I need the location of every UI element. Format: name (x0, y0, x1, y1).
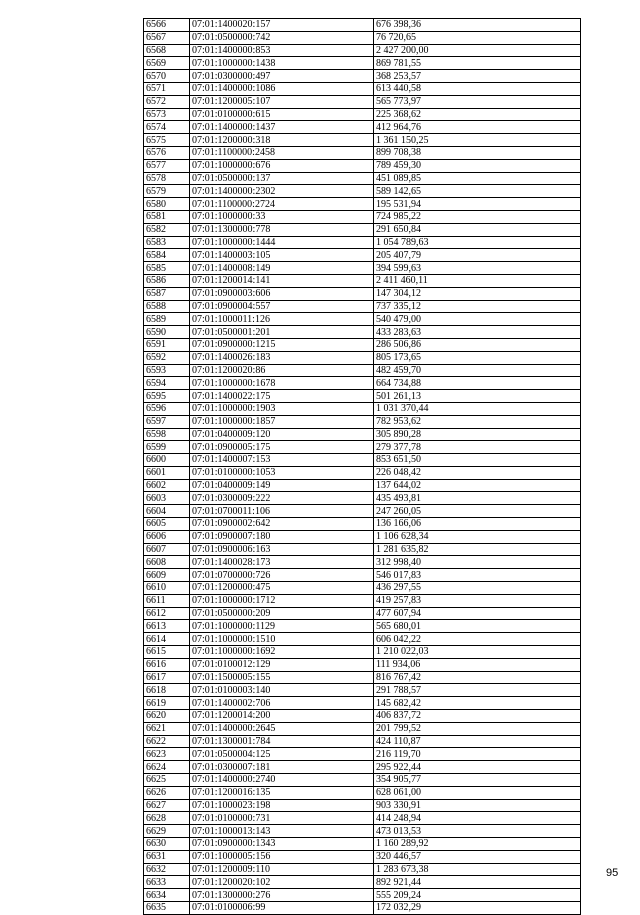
cadastral-value-cell: 477 607,94 (374, 607, 581, 620)
table-row (144, 838, 581, 851)
row-number-cell: 6615 (144, 646, 190, 659)
cadastral-number-cell: 07:01:1000000:676 (190, 159, 374, 172)
row-number-cell: 6589 (144, 313, 190, 326)
cadastral-number-cell: 07:01:0900005:175 (190, 441, 374, 454)
cadastral-number-cell: 07:01:0900007:180 (190, 530, 374, 543)
cadastral-number-cell: 07:01:1200020:86 (190, 364, 374, 377)
row-number-cell: 6600 (144, 454, 190, 467)
row-number-cell: 6575 (144, 134, 190, 147)
row-number-cell: 6634 (144, 889, 190, 902)
cadastral-number-cell: 07:01:1100000:2724 (190, 198, 374, 211)
cadastral-number-cell: 07:01:0400009:120 (190, 428, 374, 441)
row-number-cell: 6632 (144, 863, 190, 876)
table-row (144, 825, 581, 838)
row-number-cell: 6577 (144, 159, 190, 172)
table-row (144, 556, 581, 569)
cadastral-number-cell: 07:01:1200020:102 (190, 876, 374, 889)
cadastral-value-cell: 136 166,06 (374, 518, 581, 531)
cadastral-number-cell: 07:01:1000013:143 (190, 825, 374, 838)
table-row (144, 134, 581, 147)
row-number-cell: 6579 (144, 185, 190, 198)
cadastral-value-cell: 354 905,77 (374, 774, 581, 787)
cadastral-number-cell: 07:01:1200005:107 (190, 95, 374, 108)
cadastral-number-cell: 07:01:0100006:99 (190, 901, 374, 914)
cadastral-number-cell: 07:01:1000000:1692 (190, 646, 374, 659)
table-row (144, 812, 581, 825)
cadastral-number-cell: 07:01:0500000:137 (190, 172, 374, 185)
cadastral-number-cell: 07:01:0900006:163 (190, 543, 374, 556)
cadastral-number-cell: 07:01:1400000:2302 (190, 185, 374, 198)
row-number-cell: 6580 (144, 198, 190, 211)
cadastral-number-cell: 07:01:1000000:1712 (190, 594, 374, 607)
table-row (144, 543, 581, 556)
cadastral-number-cell: 07:01:1000000:1444 (190, 236, 374, 249)
row-number-cell: 6573 (144, 108, 190, 121)
cadastral-number-cell: 07:01:1000011:126 (190, 313, 374, 326)
table-row (144, 901, 581, 914)
table-row (144, 338, 581, 351)
cadastral-number-cell: 07:01:1400028:173 (190, 556, 374, 569)
row-number-cell: 6612 (144, 607, 190, 620)
table-row (144, 402, 581, 415)
table-row (144, 607, 581, 620)
table-row (144, 889, 581, 902)
cadastral-number-cell: 07:01:1000000:1129 (190, 620, 374, 633)
cadastral-value-cell: 737 335,12 (374, 300, 581, 313)
cadastral-number-cell: 07:01:1100000:2458 (190, 146, 374, 159)
table-row (144, 850, 581, 863)
cadastral-value-cell: 853 651,50 (374, 454, 581, 467)
row-number-cell: 6611 (144, 594, 190, 607)
table-row (144, 198, 581, 211)
table-row (144, 684, 581, 697)
cadastral-number-cell: 07:01:0300000:497 (190, 70, 374, 83)
row-number-cell: 6599 (144, 441, 190, 454)
table-row (144, 620, 581, 633)
cadastral-value-cell: 805 173,65 (374, 351, 581, 364)
cadastral-value-cell: 892 921,44 (374, 876, 581, 889)
cadastral-number-cell: 07:01:1300001:784 (190, 735, 374, 748)
table-row (144, 172, 581, 185)
cadastral-value-cell: 724 985,22 (374, 210, 581, 223)
cadastral-number-cell: 07:01:1000000:1510 (190, 633, 374, 646)
cadastral-value-cell: 606 042,22 (374, 633, 581, 646)
row-number-cell: 6570 (144, 70, 190, 83)
cadastral-number-cell: 07:01:0900000:1215 (190, 338, 374, 351)
row-number-cell: 6610 (144, 582, 190, 595)
cadastral-value-cell: 816 767,42 (374, 671, 581, 684)
table-row (144, 633, 581, 646)
table-row (144, 108, 581, 121)
table-row (144, 223, 581, 236)
row-number-cell: 6608 (144, 556, 190, 569)
table-row (144, 159, 581, 172)
row-number-cell: 6581 (144, 210, 190, 223)
cadastral-value-cell: 501 261,13 (374, 390, 581, 403)
table-row (144, 31, 581, 44)
table-row (144, 146, 581, 159)
table-row (144, 492, 581, 505)
cadastral-value-cell: 628 061,00 (374, 786, 581, 799)
cadastral-number-cell: 07:01:0500000:209 (190, 607, 374, 620)
table-row (144, 313, 581, 326)
table-row (144, 70, 581, 83)
cadastral-value-cell: 111 934,06 (374, 658, 581, 671)
row-number-cell: 6598 (144, 428, 190, 441)
row-number-cell: 6630 (144, 838, 190, 851)
cadastral-value-cell: 368 253,57 (374, 70, 581, 83)
cadastral-value-cell: 291 788,57 (374, 684, 581, 697)
cadastral-value-cell: 1 283 673,38 (374, 863, 581, 876)
row-number-cell: 6587 (144, 287, 190, 300)
cadastral-value-cell: 435 493,81 (374, 492, 581, 505)
cadastral-number-cell: 07:01:1000000:33 (190, 210, 374, 223)
cadastral-value-cell: 195 531,94 (374, 198, 581, 211)
cadastral-value-cell: 555 209,24 (374, 889, 581, 902)
cadastral-value-cell: 205 407,79 (374, 249, 581, 262)
table-row (144, 799, 581, 812)
table-row (144, 19, 581, 32)
cadastral-value-cell: 1 031 370,44 (374, 402, 581, 415)
table-row (144, 863, 581, 876)
cadastral-value-cell: 305 890,28 (374, 428, 581, 441)
row-number-cell: 6592 (144, 351, 190, 364)
cadastral-value-cell: 1 210 022,03 (374, 646, 581, 659)
table-row (144, 569, 581, 582)
table-row (144, 274, 581, 287)
table-row (144, 466, 581, 479)
cadastral-value-cell: 406 837,72 (374, 710, 581, 723)
row-number-cell: 6596 (144, 402, 190, 415)
cadastral-value-cell: 1 361 150,25 (374, 134, 581, 147)
cadastral-value-cell: 412 964,76 (374, 121, 581, 134)
row-number-cell: 6622 (144, 735, 190, 748)
cadastral-number-cell: 07:01:0100000:731 (190, 812, 374, 825)
cadastral-number-cell: 07:01:1300000:276 (190, 889, 374, 902)
table-row (144, 95, 581, 108)
cadastral-value-cell: 1 160 289,92 (374, 838, 581, 851)
cadastral-value-cell: 473 013,53 (374, 825, 581, 838)
row-number-cell: 6590 (144, 326, 190, 339)
cadastral-number-cell: 07:01:0100012:129 (190, 658, 374, 671)
page-number: 95 (606, 867, 619, 879)
table-row (144, 262, 581, 275)
cadastral-value-cell: 286 506,86 (374, 338, 581, 351)
cadastral-value-cell: 145 682,42 (374, 697, 581, 710)
table-row (144, 722, 581, 735)
row-number-cell: 6633 (144, 876, 190, 889)
row-number-cell: 6578 (144, 172, 190, 185)
table-row (144, 786, 581, 799)
table-row (144, 454, 581, 467)
row-number-cell: 6627 (144, 799, 190, 812)
table-row (144, 415, 581, 428)
table-row (144, 876, 581, 889)
row-number-cell: 6628 (144, 812, 190, 825)
cadastral-value-cell: 1 054 789,63 (374, 236, 581, 249)
cadastral-value-cell: 295 922,44 (374, 761, 581, 774)
row-number-cell: 6582 (144, 223, 190, 236)
row-number-cell: 6586 (144, 274, 190, 287)
cadastral-value-cell: 903 330,91 (374, 799, 581, 812)
table-row (144, 390, 581, 403)
table-row (144, 210, 581, 223)
cadastral-value-cell: 676 398,36 (374, 19, 581, 32)
cadastral-number-cell: 07:01:1000000:1857 (190, 415, 374, 428)
table-body (144, 19, 581, 915)
table-row (144, 44, 581, 57)
row-number-cell: 6593 (144, 364, 190, 377)
cadastral-number-cell: 07:01:0500001:201 (190, 326, 374, 339)
cadastral-value-cell: 433 283,63 (374, 326, 581, 339)
cadastral-value-cell: 201 799,52 (374, 722, 581, 735)
cadastral-number-cell: 07:01:1400000:1437 (190, 121, 374, 134)
cadastral-number-cell: 07:01:1300000:778 (190, 223, 374, 236)
cadastral-value-cell: 291 650,84 (374, 223, 581, 236)
cadastral-number-cell: 07:01:0900000:1343 (190, 838, 374, 851)
row-number-cell: 6620 (144, 710, 190, 723)
table-row (144, 530, 581, 543)
cadastral-value-cell: 279 377,78 (374, 441, 581, 454)
row-number-cell: 6614 (144, 633, 190, 646)
row-number-cell: 6583 (144, 236, 190, 249)
cadastral-value-cell: 540 479,00 (374, 313, 581, 326)
table-row (144, 236, 581, 249)
cadastral-value-cell: 869 781,55 (374, 57, 581, 70)
row-number-cell: 6601 (144, 466, 190, 479)
row-number-cell: 6621 (144, 722, 190, 735)
table-row (144, 121, 581, 134)
table-row (144, 351, 581, 364)
cadastral-value-cell: 789 459,30 (374, 159, 581, 172)
cadastral-value-cell: 312 998,40 (374, 556, 581, 569)
row-number-cell: 6635 (144, 901, 190, 914)
cadastral-number-cell: 07:01:1400000:2645 (190, 722, 374, 735)
table-row (144, 582, 581, 595)
row-number-cell: 6609 (144, 569, 190, 582)
row-number-cell: 6567 (144, 31, 190, 44)
cadastral-value-cell: 147 304,12 (374, 287, 581, 300)
row-number-cell: 6631 (144, 850, 190, 863)
cadastral-number-cell: 07:01:1400000:2740 (190, 774, 374, 787)
row-number-cell: 6625 (144, 774, 190, 787)
row-number-cell: 6606 (144, 530, 190, 543)
cadastral-number-cell: 07:01:0500000:742 (190, 31, 374, 44)
cadastral-number-cell: 07:01:1400022:175 (190, 390, 374, 403)
cadastral-number-cell: 07:01:1000000:1678 (190, 377, 374, 390)
row-number-cell: 6566 (144, 19, 190, 32)
cadastral-number-cell: 07:01:0900002:642 (190, 518, 374, 531)
cadastral-number-cell: 07:01:1400007:153 (190, 454, 374, 467)
cadastral-number-cell: 07:01:1200000:318 (190, 134, 374, 147)
row-number-cell: 6591 (144, 338, 190, 351)
cadastral-value-cell: 899 708,38 (374, 146, 581, 159)
row-number-cell: 6626 (144, 786, 190, 799)
table-row (144, 428, 581, 441)
cadastral-value-cell: 225 368,62 (374, 108, 581, 121)
cadastral-value-cell: 664 734,88 (374, 377, 581, 390)
row-number-cell: 6605 (144, 518, 190, 531)
row-number-cell: 6613 (144, 620, 190, 633)
cadastral-number-cell: 07:01:1200000:475 (190, 582, 374, 595)
cadastral-number-cell: 07:01:0300007:181 (190, 761, 374, 774)
cadastral-number-cell: 07:01:1400000:1086 (190, 82, 374, 95)
table-row (144, 518, 581, 531)
row-number-cell: 6595 (144, 390, 190, 403)
table-row (144, 748, 581, 761)
cadastral-value-cell: 226 048,42 (374, 466, 581, 479)
cadastral-value-cell: 394 599,63 (374, 262, 581, 275)
cadastral-number-cell: 07:01:0700000:726 (190, 569, 374, 582)
row-number-cell: 6569 (144, 57, 190, 70)
cadastral-value-cell: 216 119,70 (374, 748, 581, 761)
table-row (144, 82, 581, 95)
table-row (144, 479, 581, 492)
cadastral-value-cell: 172 032,29 (374, 901, 581, 914)
cadastral-value-cell: 1 106 628,34 (374, 530, 581, 543)
table-row (144, 377, 581, 390)
cadastral-number-cell: 07:01:0900004:557 (190, 300, 374, 313)
row-number-cell: 6624 (144, 761, 190, 774)
cadastral-value-cell: 2 427 200,00 (374, 44, 581, 57)
cadastral-number-cell: 07:01:0400009:149 (190, 479, 374, 492)
cadastral-number-cell: 07:01:0500004:125 (190, 748, 374, 761)
cadastral-number-cell: 07:01:1400000:853 (190, 44, 374, 57)
cadastral-number-cell: 07:01:0300009:222 (190, 492, 374, 505)
table-row (144, 671, 581, 684)
row-number-cell: 6629 (144, 825, 190, 838)
cadastral-number-cell: 07:01:1400020:157 (190, 19, 374, 32)
cadastral-number-cell: 07:01:1200014:200 (190, 710, 374, 723)
table-row (144, 658, 581, 671)
row-number-cell: 6571 (144, 82, 190, 95)
row-number-cell: 6594 (144, 377, 190, 390)
row-number-cell: 6603 (144, 492, 190, 505)
row-number-cell: 6604 (144, 505, 190, 518)
row-number-cell: 6588 (144, 300, 190, 313)
table-row (144, 326, 581, 339)
cadastral-number-cell: 07:01:0700011:106 (190, 505, 374, 518)
table-row (144, 594, 581, 607)
table-row (144, 735, 581, 748)
row-number-cell: 6574 (144, 121, 190, 134)
cadastral-number-cell: 07:01:1400002:706 (190, 697, 374, 710)
cadastral-number-cell: 07:01:0100003:140 (190, 684, 374, 697)
table-row (144, 300, 581, 313)
cadastral-value-cell: 247 260,05 (374, 505, 581, 518)
table-row (144, 761, 581, 774)
table-row (144, 505, 581, 518)
table-row (144, 364, 581, 377)
cadastral-number-cell: 07:01:1200009:110 (190, 863, 374, 876)
cadastral-number-cell: 07:01:0100000:615 (190, 108, 374, 121)
row-number-cell: 6618 (144, 684, 190, 697)
cadastral-value-cell: 76 720,65 (374, 31, 581, 44)
table-row (144, 441, 581, 454)
cadastral-number-cell: 07:01:1200016:135 (190, 786, 374, 799)
row-number-cell: 6623 (144, 748, 190, 761)
cadastral-value-cell: 424 110,87 (374, 735, 581, 748)
table-row (144, 774, 581, 787)
cadastral-value-cell: 565 773,97 (374, 95, 581, 108)
table-row (144, 249, 581, 262)
cadastral-value-cell: 565 680,01 (374, 620, 581, 633)
cadastral-value-cell: 451 089,85 (374, 172, 581, 185)
table-row (144, 697, 581, 710)
row-number-cell: 6597 (144, 415, 190, 428)
row-number-cell: 6617 (144, 671, 190, 684)
row-number-cell: 6607 (144, 543, 190, 556)
table-row (144, 287, 581, 300)
row-number-cell: 6572 (144, 95, 190, 108)
row-number-cell: 6619 (144, 697, 190, 710)
table-row (144, 646, 581, 659)
table-row (144, 710, 581, 723)
row-number-cell: 6584 (144, 249, 190, 262)
cadastral-number-cell: 07:01:1000000:1903 (190, 402, 374, 415)
cadastral-number-cell: 07:01:1200014:141 (190, 274, 374, 287)
row-number-cell: 6602 (144, 479, 190, 492)
cadastral-value-cell: 782 953,62 (374, 415, 581, 428)
table-row (144, 57, 581, 70)
cadastral-number-cell: 07:01:1400003:105 (190, 249, 374, 262)
cadastral-value-cell: 482 459,70 (374, 364, 581, 377)
cadastral-value-cell: 419 257,83 (374, 594, 581, 607)
cadastral-number-cell: 07:01:0100000:1053 (190, 466, 374, 479)
cadastral-value-cell: 414 248,94 (374, 812, 581, 825)
row-number-cell: 6576 (144, 146, 190, 159)
cadastral-value-table (143, 18, 581, 915)
cadastral-number-cell: 07:01:1400026:183 (190, 351, 374, 364)
cadastral-value-cell: 546 017,83 (374, 569, 581, 582)
cadastral-value-cell: 320 446,57 (374, 850, 581, 863)
cadastral-value-cell: 613 440,58 (374, 82, 581, 95)
row-number-cell: 6568 (144, 44, 190, 57)
cadastral-number-cell: 07:01:0900003:606 (190, 287, 374, 300)
cadastral-value-cell: 137 644,02 (374, 479, 581, 492)
cadastral-value-cell: 436 297,55 (374, 582, 581, 595)
cadastral-value-cell: 1 281 635,82 (374, 543, 581, 556)
cadastral-value-cell: 2 411 460,11 (374, 274, 581, 287)
cadastral-number-cell: 07:01:1000005:156 (190, 850, 374, 863)
cadastral-number-cell: 07:01:1000000:1438 (190, 57, 374, 70)
row-number-cell: 6585 (144, 262, 190, 275)
cadastral-number-cell: 07:01:1500005:155 (190, 671, 374, 684)
table-row (144, 185, 581, 198)
row-number-cell: 6616 (144, 658, 190, 671)
cadastral-number-cell: 07:01:1400008:149 (190, 262, 374, 275)
cadastral-number-cell: 07:01:1000023:198 (190, 799, 374, 812)
cadastral-value-cell: 589 142,65 (374, 185, 581, 198)
